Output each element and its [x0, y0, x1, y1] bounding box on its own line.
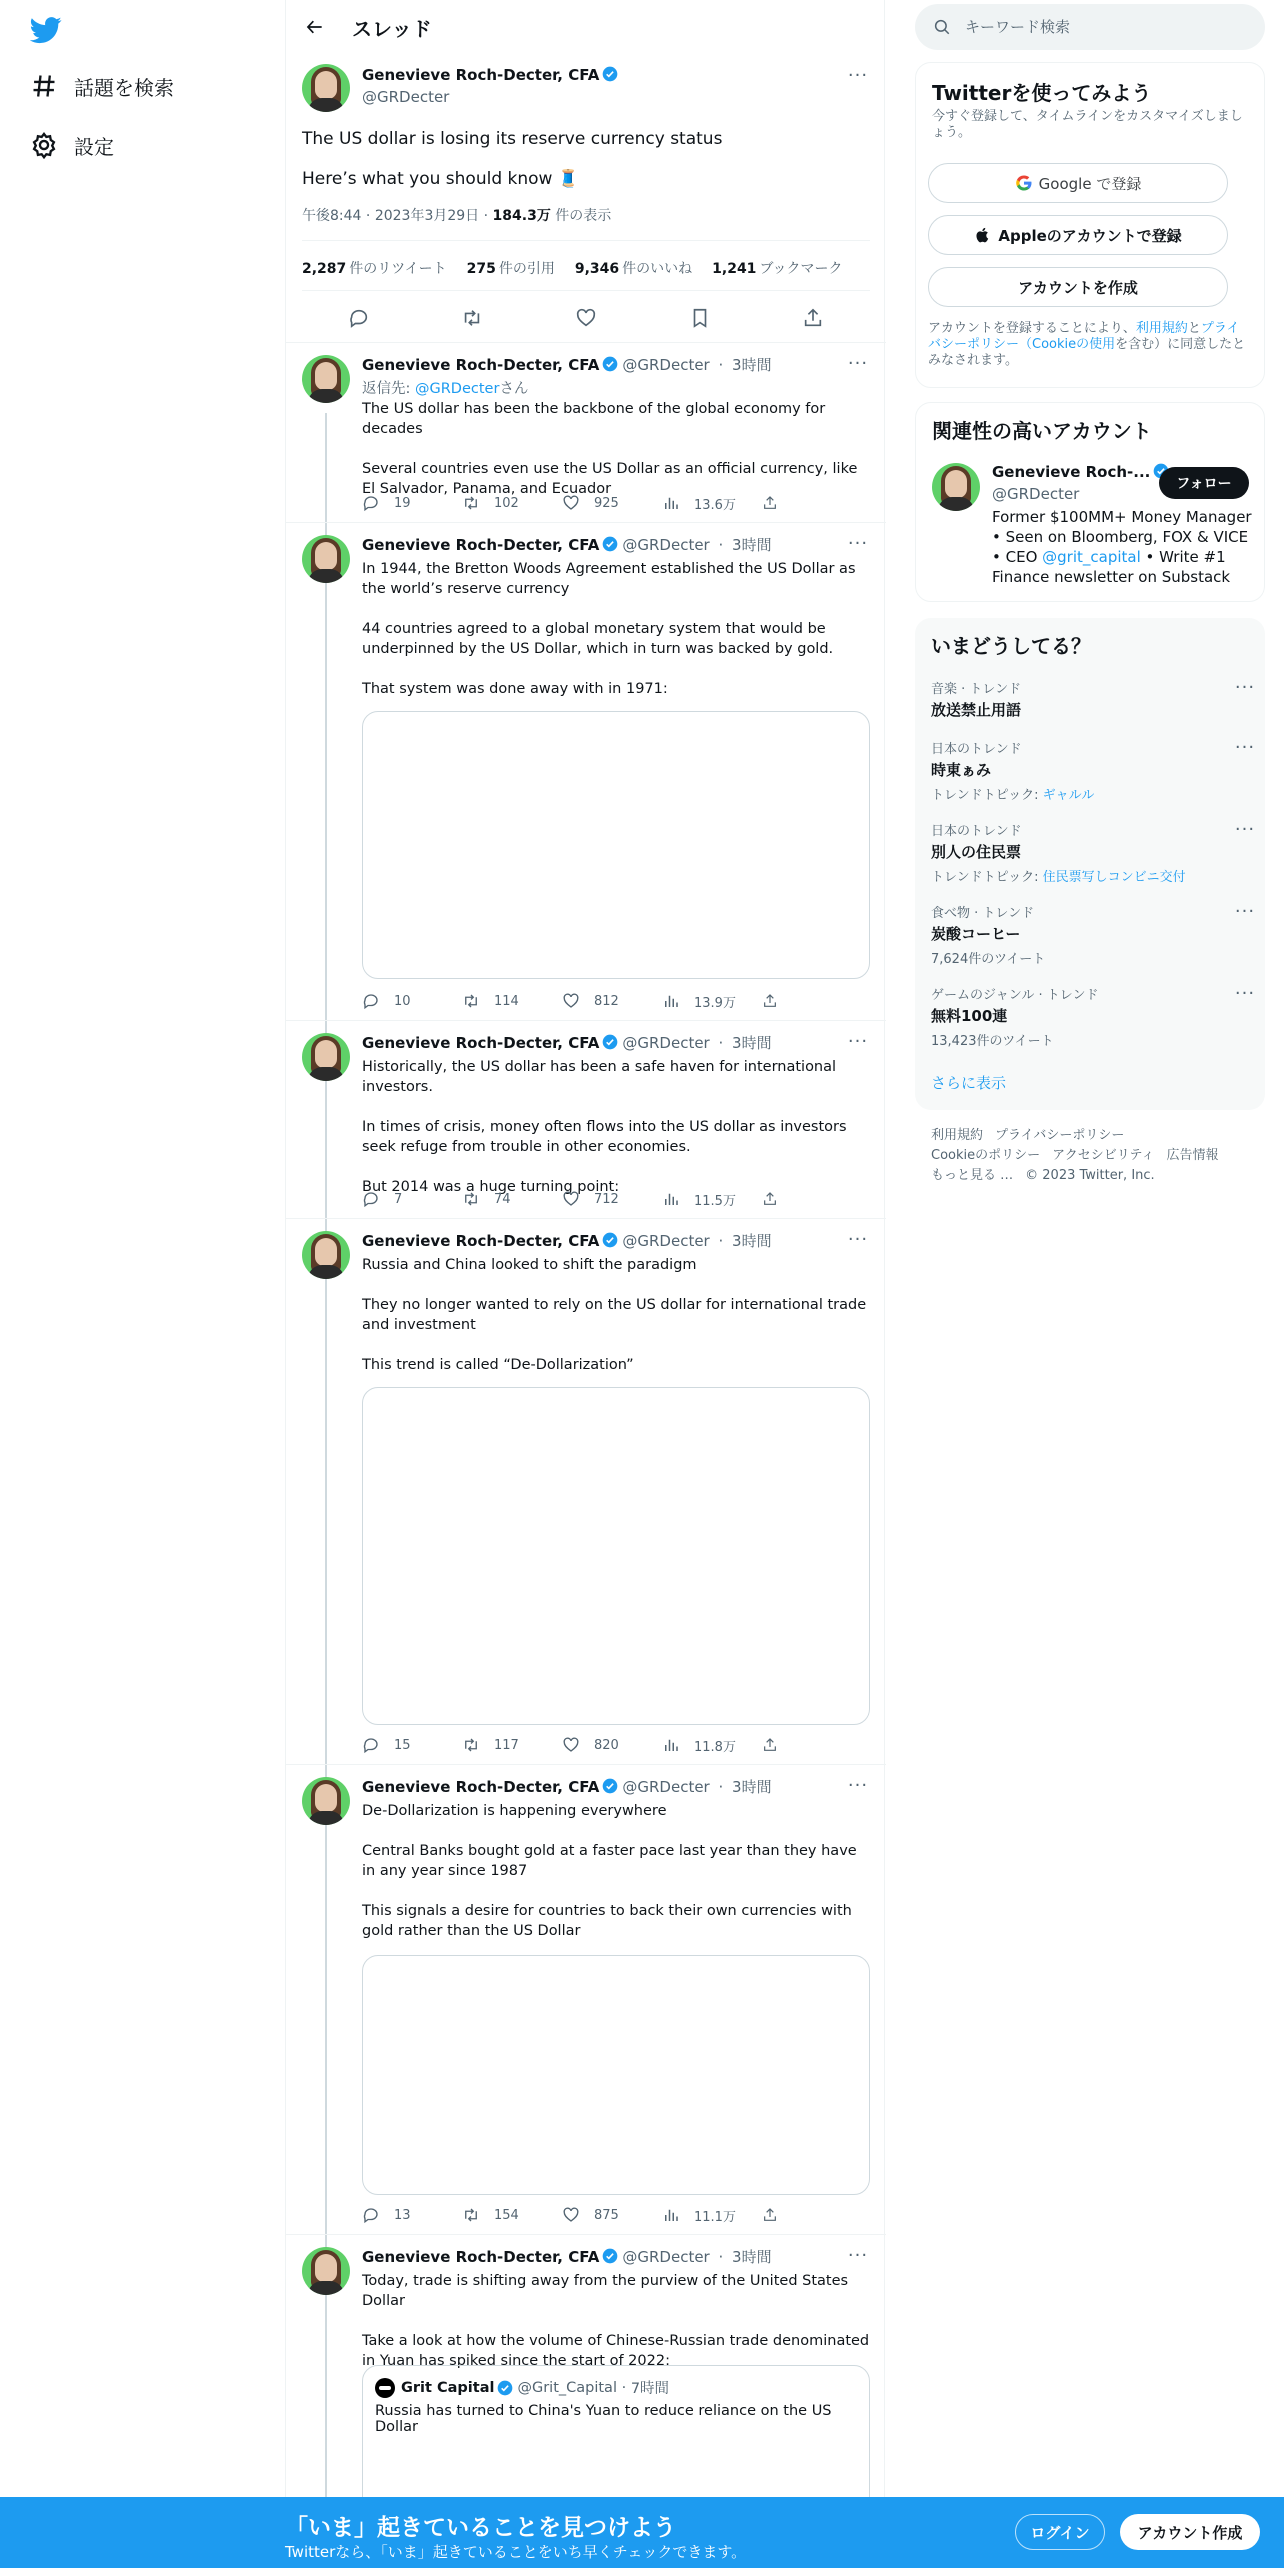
retweet-stat[interactable]: 2,287 件のリツイート [302, 261, 447, 277]
apple-signup-button[interactable] [928, 215, 1228, 255]
reply-button[interactable]: 15 [362, 1735, 462, 1755]
views-button[interactable]: 11.1万 [662, 2205, 762, 2225]
trend-category: 日本のトレンド [931, 742, 1022, 757]
trend-title: 時東ぁみ [931, 761, 992, 779]
tweet-paragraph: They no longer wanted to rely on the US dollar for international trade and investment [362, 1297, 867, 1333]
thread-tweet[interactable] [286, 1020, 886, 1218]
verified-badge-icon [602, 1232, 618, 1248]
verified-badge-icon [602, 536, 618, 552]
thread-header [286, 0, 886, 54]
reply-button[interactable]: 10 [362, 991, 462, 1011]
tweet-meta: 午後8:44 · 2023年3月29日 · 184.3万 件の表示 [302, 208, 612, 224]
author-name[interactable]: Genevieve Roch-Decter, CFA [362, 1034, 600, 1052]
google-icon [1015, 174, 1033, 192]
tweet-media[interactable] [362, 1387, 870, 1725]
more-options-icon[interactable]: ··· [847, 65, 869, 86]
footer-link[interactable]: もっと見る … [931, 1168, 1014, 1183]
signup-button[interactable]: アカウント作成 [1120, 2514, 1260, 2550]
like-icon [562, 2206, 580, 2224]
nav-explore-label: 話題を検索 [74, 75, 174, 100]
trend-title: 炭酸コーヒー [931, 925, 1021, 943]
footer-link[interactable]: Cookieのポリシー [931, 1148, 1041, 1163]
tweet-actions [362, 493, 802, 513]
share-button[interactable] [762, 493, 792, 513]
footer-link[interactable]: プライバシーポリシー [995, 1128, 1125, 1143]
tweet-header: Genevieve Roch-Decter, CFA @GRDecter · 3時間 [362, 1232, 772, 1250]
reply-icon [362, 1736, 380, 1754]
like-icon [562, 1190, 580, 1208]
verified-badge-icon [602, 1778, 618, 1794]
author-name[interactable]: Genevieve Roch-Decter, CFA [362, 66, 618, 84]
footer-link[interactable]: 利用規約 [931, 1128, 984, 1143]
quoted-tweet[interactable] [362, 2365, 870, 2497]
tweet-media[interactable] [362, 711, 870, 979]
more-options-icon[interactable]: ··· [1234, 677, 1256, 698]
back-button[interactable] [298, 10, 332, 44]
copyright: © 2023 Twitter, Inc. [1025, 1168, 1155, 1183]
share-icon [762, 494, 778, 512]
trend-item[interactable] [931, 677, 1256, 720]
more-options-icon[interactable]: ··· [1234, 901, 1256, 922]
retweet-icon [462, 1736, 480, 1754]
privacy-link[interactable]: プライバシーポリシー（Cookieの使用 [928, 321, 1240, 352]
tweet-text [302, 127, 862, 207]
quote-text: Russia has turned to China's Yuan to reduce reliance on the US Dollar [375, 2403, 832, 2435]
trend-tweet-count: 7,624件のツイート [931, 952, 1046, 967]
login-button[interactable]: ログイン [1015, 2514, 1105, 2550]
trend-topic-link[interactable]: 住民票写しコンビニ交付 [1042, 870, 1186, 885]
retweet-button[interactable]: 114 [462, 991, 562, 1011]
quote-author-handle: @Grit_Capital [517, 2379, 617, 2396]
avatar[interactable] [302, 1231, 350, 1279]
avatar[interactable] [302, 1777, 350, 1825]
trend-item[interactable] [931, 819, 1256, 885]
analytics-icon [662, 1190, 680, 1208]
tweet-actions [362, 991, 802, 1011]
show-more-link[interactable]: さらに表示 [931, 1074, 1007, 1092]
retweet-icon [462, 2206, 480, 2224]
tweet-paragraph: Take a look at how the volume of Chinese-Russian trade denominated in Yuan has spiked since the start of 2022: [362, 2333, 870, 2369]
signup-banner [0, 2497, 1284, 2568]
retweet-button[interactable]: 154 [462, 2205, 562, 2225]
footer-links [931, 1126, 1261, 1186]
reply-button[interactable]: 7 [362, 1189, 462, 1209]
avatar[interactable] [302, 535, 350, 583]
related-account-handle[interactable]: @GRDecter [992, 485, 1080, 503]
tweet-text-line: The US dollar is losing its reserve currency status [302, 129, 723, 149]
trends-card [915, 618, 1265, 1110]
author-handle[interactable]: @GRDecter [622, 536, 710, 554]
trend-item[interactable] [931, 983, 1256, 1049]
gear-icon [30, 131, 58, 159]
thread-tweet[interactable] [286, 1218, 886, 1764]
thread-tweet[interactable] [286, 2234, 886, 2497]
retweet-icon [462, 1190, 480, 1208]
nav-explore[interactable] [30, 66, 174, 106]
reply-context: 返信先: @GRDecterさん [362, 381, 529, 397]
more-options-icon[interactable]: ··· [847, 1031, 869, 1052]
verified-badge-icon [602, 1034, 618, 1050]
tweet-actions [362, 2205, 802, 2225]
more-options-icon[interactable]: ··· [1234, 983, 1256, 1004]
share-icon [762, 2206, 778, 2224]
views-button[interactable]: 13.9万 [662, 991, 762, 1011]
author-name[interactable]: Genevieve Roch-Decter, CFA [362, 356, 600, 374]
reply-icon [362, 1190, 380, 1208]
tweet-paragraph: Several countries even use the US Dollar as an official currency, like El Salvador, Panama, and Ecuador [362, 461, 858, 497]
main-column [285, 0, 885, 2568]
more-options-icon[interactable]: ··· [1234, 819, 1256, 840]
author-name[interactable]: Genevieve Roch-Decter, CFA [362, 2248, 600, 2266]
create-account-label: アカウントを作成 [1018, 278, 1138, 297]
retweet-button[interactable]: 74 [462, 1189, 562, 1209]
create-account-button[interactable] [928, 267, 1228, 307]
views-button[interactable]: 13.6万 [662, 493, 762, 513]
trend-category: 日本のトレンド [931, 824, 1022, 839]
author-handle[interactable]: @GRDecter [622, 1778, 710, 1796]
tweet-paragraph: But 2014 was a huge turning point: [362, 1179, 620, 1195]
retweet-icon [462, 494, 480, 512]
like-stat[interactable]: 9,346 件のいいね [574, 261, 693, 277]
tweet-time[interactable]: 3時間 [732, 1232, 772, 1250]
trend-tweet-count: 13,423件のツイート [931, 1034, 1054, 1049]
verified-badge-icon [602, 66, 618, 82]
footer-link[interactable]: 広告情報 [1166, 1148, 1219, 1163]
analytics-icon [662, 992, 680, 1010]
bookmark-stat[interactable]: 1,241 ブックマーク [712, 261, 843, 277]
trend-category: 食べ物 · トレンド [931, 906, 1035, 921]
trend-category: ゲームのジャンル · トレンド [931, 988, 1099, 1003]
trend-item[interactable] [931, 737, 1256, 803]
trend-title: 放送禁止用語 [931, 701, 1022, 719]
author-handle[interactable]: @GRDecter [362, 88, 450, 106]
more-options-icon[interactable]: ··· [1234, 737, 1256, 758]
trend-title: 別人の住民票 [931, 843, 1022, 861]
thread-tweet[interactable] [286, 1764, 886, 2234]
tweet-paragraph: This signals a desire for countries to back their own currencies with gold rather than the US Dollar [362, 1903, 852, 1939]
tweet-paragraph: De-Dollarization is happening everywhere [362, 1803, 667, 1819]
thread-tweet[interactable] [286, 522, 886, 1020]
related-account-name[interactable]: Genevieve Roch-... [992, 463, 1169, 481]
quote-header: Grit Capital @Grit_Capital · 7時間 [375, 2377, 669, 2398]
footer-link[interactable]: アクセシビリティ [1052, 1148, 1155, 1163]
author-handle[interactable]: @GRDecter [622, 356, 710, 374]
nav-settings[interactable] [30, 125, 114, 165]
tweet-stats [302, 258, 842, 278]
tweet-text [362, 559, 872, 699]
verified-badge-icon [497, 2380, 513, 2396]
tweet-text [362, 379, 872, 499]
search-input[interactable] [965, 18, 1225, 36]
thread-tweet[interactable] [286, 342, 886, 522]
share-button[interactable] [762, 2205, 792, 2225]
google-signup-label: Google で登録 [1038, 174, 1142, 193]
author-name[interactable]: Genevieve Roch-Decter, CFA [362, 1778, 600, 1796]
follow-button[interactable]: フォロー [1159, 467, 1249, 499]
share-icon [762, 1190, 778, 1208]
share-icon [762, 992, 778, 1010]
banner-title: 「いま」起きていることを見つけよう [285, 2515, 676, 2541]
verified-badge-icon [602, 2248, 618, 2264]
more-options-icon[interactable]: ··· [847, 2245, 869, 2266]
analytics-icon [662, 494, 680, 512]
like-button[interactable]: 812 [562, 991, 662, 1011]
banner-subtitle: Twitterなら、「いま」起きていることをいち早くチェックできます。 [285, 2543, 747, 2561]
tweet-time[interactable]: 3時間 [732, 356, 772, 374]
trend-extra: トレンドトピック: 住民票写しコンビニ交付 [931, 870, 1186, 885]
tweet-time[interactable]: 3時間 [732, 2248, 772, 2266]
twitter-bird-icon[interactable] [30, 14, 62, 46]
share-icon[interactable] [802, 307, 824, 329]
avatar[interactable] [302, 2247, 350, 2295]
like-button[interactable]: 875 [562, 2205, 662, 2225]
author-handle[interactable]: @GRDecter [622, 1232, 710, 1250]
tweet-actions [362, 1735, 802, 1755]
apple-icon [974, 226, 992, 244]
tweet-time[interactable]: 3時間 [732, 1034, 772, 1052]
like-icon [562, 1736, 580, 1754]
tweet-header: Genevieve Roch-Decter, CFA @GRDecter · 3時間 [362, 1034, 772, 1052]
tweet-time[interactable]: 3時間 [732, 536, 772, 554]
share-button[interactable] [762, 991, 792, 1011]
reply-handle-link[interactable]: @GRDecter [415, 381, 500, 397]
divider [302, 290, 870, 291]
view-count: 184.3万 [492, 208, 551, 224]
author-handle[interactable]: @GRDecter [622, 2248, 710, 2266]
more-options-icon[interactable]: ··· [847, 1775, 869, 1796]
trend-topic-link[interactable]: ギャルル [1042, 788, 1095, 803]
nav-settings-label: 設定 [74, 134, 114, 159]
like-icon [562, 494, 580, 512]
share-button[interactable] [762, 1735, 792, 1755]
more-options-icon[interactable]: ··· [847, 533, 869, 554]
avatar[interactable] [302, 1033, 350, 1081]
more-options-icon[interactable]: ··· [847, 353, 869, 374]
retweet-icon[interactable] [461, 307, 483, 329]
bio-mention-link[interactable]: @grit_capital [1042, 548, 1141, 566]
page-title: スレッド [352, 16, 432, 41]
analytics-icon [662, 1736, 680, 1754]
like-button[interactable]: 712 [562, 1189, 662, 1209]
google-signup-button[interactable] [928, 163, 1228, 203]
tweet-paragraph: In 1944, the Bretton Woods Agreement established the US Dollar as the world’s reserve currency [362, 561, 856, 597]
avatar[interactable] [302, 64, 350, 112]
view-label: 件の表示 [555, 208, 612, 224]
quote-time: 7時間 [630, 2381, 670, 2397]
tweet-media[interactable] [362, 1955, 870, 2195]
tweet-paragraph: Russia and China looked to shift the paradigm [362, 1257, 697, 1273]
tweet-paragraph: Today, trade is shifting away from the purview of the United States Dollar [362, 2273, 849, 2309]
search-icon [933, 18, 951, 36]
reply-icon [362, 2206, 380, 2224]
reply-icon [362, 992, 380, 1010]
terms-link[interactable]: 利用規約 [1135, 321, 1188, 336]
tweet-header: Genevieve Roch-Decter, CFA @GRDecter · 3時間 [362, 356, 772, 374]
tweet-header: Genevieve Roch-Decter, CFA @GRDecter · 3時間 [362, 1778, 772, 1796]
retweet-button[interactable]: 117 [462, 1735, 562, 1755]
like-icon [562, 992, 580, 1010]
quote-author-name: Grit Capital [401, 2379, 495, 2396]
search-box[interactable] [915, 4, 1265, 50]
tweet-actions [362, 1189, 802, 1209]
tweet-text [362, 1057, 872, 1197]
share-button[interactable] [762, 1189, 792, 1209]
left-nav [0, 0, 285, 2568]
trend-category: 音楽 · トレンド [931, 682, 1022, 697]
retweet-button[interactable]: 102 [462, 493, 562, 513]
tweet-header: Genevieve Roch-Decter, CFA @GRDecter · 3時間 [362, 536, 772, 554]
tweet-paragraph: In times of crisis, money often flows into the US dollar as investors seek refuge from trouble in other economies. [362, 1119, 847, 1155]
avatar[interactable] [932, 463, 980, 511]
tweet-time[interactable]: 3時間 [732, 1778, 772, 1796]
related-account-bio: Former $100MM+ Money Manager • Seen on Bloomberg, FOX & VICE • CEO @grit_capital • Write #1 Finance newsletter on Substack [992, 508, 1252, 586]
tweet-text-line: Here’s what you should know 🧵 [302, 169, 580, 189]
tweet-date[interactable]: 2023年3月29日 [374, 208, 480, 224]
reply-button[interactable]: 13 [362, 2205, 462, 2225]
tweet-paragraph: The US dollar has been the backbone of the global economy for decades [362, 401, 826, 437]
tweet-text [362, 1801, 872, 1941]
like-button[interactable]: 925 [562, 493, 662, 513]
tweet-text [362, 2271, 872, 2371]
author-name[interactable]: Genevieve Roch-Decter, CFA [362, 1232, 600, 1250]
quote-avatar [375, 2378, 395, 2398]
apple-signup-label: Appleのアカウントで登録 [998, 226, 1182, 245]
tweet-header: Genevieve Roch-Decter, CFA @GRDecter · 3時間 [362, 2248, 772, 2266]
quote-stat[interactable]: 275 件の引用 [466, 261, 555, 277]
analytics-icon [662, 2206, 680, 2224]
trend-item[interactable] [931, 901, 1256, 967]
more-options-icon[interactable]: ··· [847, 1229, 869, 1250]
bookmark-icon[interactable] [689, 307, 711, 329]
tweet-text [362, 1255, 872, 1375]
views-button[interactable]: 11.8万 [662, 1735, 762, 1755]
terms-text: アカウントを登録することにより、利用規約とプライバシーポリシー（Cookieの使用を含む）に同意したとみなされます。 [928, 321, 1246, 368]
like-button[interactable]: 820 [562, 1735, 662, 1755]
divider [302, 240, 870, 241]
like-icon[interactable] [575, 307, 597, 329]
tweet-paragraph: Central Banks bought gold at a faster pace last year than they have in any year since 1987 [362, 1843, 857, 1879]
trend-extra: トレンドトピック: ギャルル [931, 788, 1095, 803]
related-title: 関連性の高いアカウント [932, 419, 1152, 443]
main-tweet-actions [302, 300, 870, 336]
tweet-paragraph: Historically, the US dollar has been a safe haven for international investors. [362, 1059, 837, 1095]
reply-button[interactable]: 19 [362, 493, 462, 513]
tweet-paragraph: That system was done away with in 1971: [362, 681, 668, 697]
retweet-icon [462, 992, 480, 1010]
signup-card [915, 62, 1265, 388]
author-handle[interactable]: @GRDecter [622, 1034, 710, 1052]
tweet-paragraph: 44 countries agreed to a global monetary system that would be underpinned by the US Dollar, which in turn was backed by gold. [362, 621, 834, 657]
avatar[interactable] [302, 355, 350, 403]
tweet-paragraph: This trend is called “De-Dollarization” [362, 1357, 634, 1373]
reply-icon[interactable] [348, 307, 370, 329]
verified-badge-icon [602, 356, 618, 372]
signup-title: Twitterを使ってみよう [932, 81, 1152, 105]
signup-subtitle: 今すぐ登録して、タイムラインをカスタマイズしましょう。 [932, 109, 1243, 140]
tweet-time[interactable]: 午後8:44 [302, 208, 362, 224]
reply-icon [362, 494, 380, 512]
views-button[interactable]: 11.5万 [662, 1189, 762, 1209]
share-icon [762, 1736, 778, 1754]
trend-title: 無料100連 [931, 1007, 1008, 1025]
arrow-left-icon [305, 17, 325, 37]
related-accounts-card [915, 402, 1265, 602]
trends-title: いまどうしてる？ [931, 634, 1091, 658]
hashtag-icon [30, 72, 58, 100]
author-name[interactable]: Genevieve Roch-Decter, CFA [362, 536, 600, 554]
